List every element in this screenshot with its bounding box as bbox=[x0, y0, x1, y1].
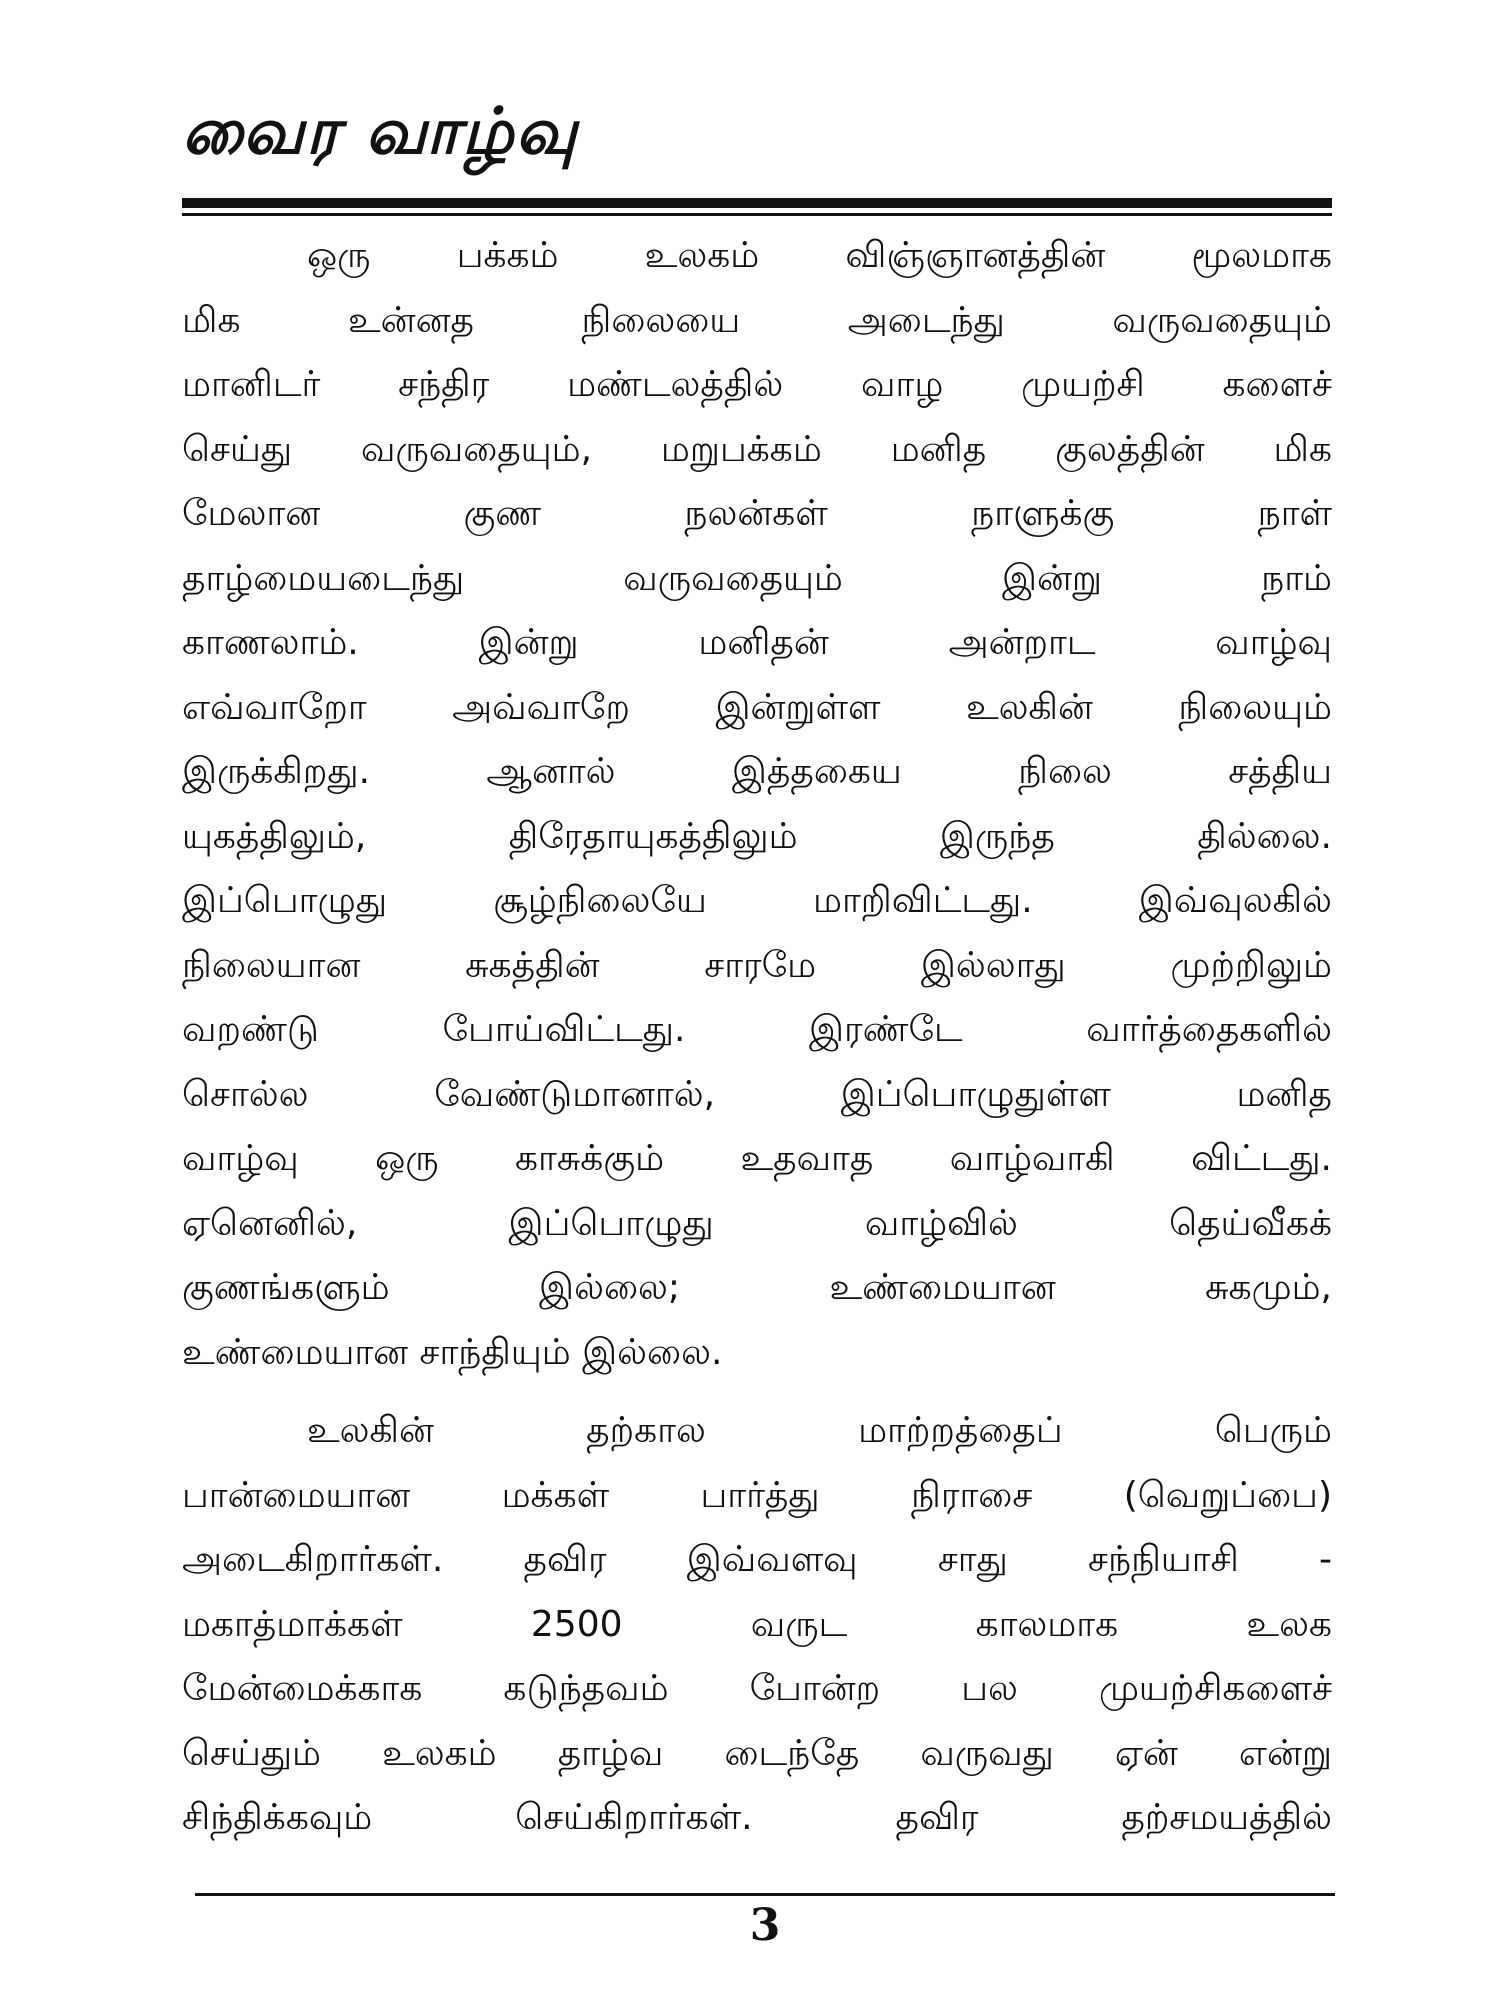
footer-rule bbox=[195, 1893, 1335, 1896]
title-rule-thin bbox=[182, 213, 1332, 216]
text-line: நிலையான சுகத்தின் சாரமே இல்லாது முற்றிலும் bbox=[182, 944, 1332, 986]
text-line: வறண்டு போய்விட்டது. இரண்டே வார்த்தைகளில் bbox=[182, 1009, 1332, 1050]
text-line: அடைகிறார்கள். தவிர இவ்வளவு சாது சந்நியாசி - bbox=[182, 1539, 1332, 1580]
text-line: ஒரு பக்கம் உலகம் விஞ்ஞானத்தின் மூலமாக bbox=[307, 235, 1332, 276]
paragraph-gap bbox=[182, 1385, 1332, 1399]
title-rule-thick bbox=[182, 198, 1332, 208]
text-line: வாழ்வு ஒரு காசுக்கும் உதவாத வாழ்வாகி விட்டது. bbox=[182, 1138, 1332, 1179]
text-line: மேன்மைக்காக கடுந்தவம் போன்ற பல முயற்சிகளைச் bbox=[182, 1668, 1332, 1709]
text-line: செய்து வருவதையும், மறுபக்கம் மனித குலத்தின் மிக bbox=[182, 428, 1332, 470]
text-line: பான்மையான மக்கள் பார்த்து நிராசை (வெறுப்பை) bbox=[182, 1474, 1332, 1516]
text-line: மகாத்மாக்கள் 2500 வருட காலமாக உலக bbox=[182, 1603, 1332, 1645]
text-line: தாழ்மையடைந்து வருவதையும் இன்று நாம் bbox=[182, 557, 1332, 599]
text-line: செய்தும் உலகம் தாழ்வ டைந்தே வருவது ஏன் என்று bbox=[182, 1732, 1332, 1774]
page-number: 3 bbox=[749, 1900, 781, 1951]
body-text bbox=[182, 224, 1332, 1851]
text-line: எவ்வாறோ அவ்வாறே இன்றுள்ள உலகின் நிலையும் bbox=[182, 686, 1332, 728]
text-line: இருக்கிறது. ஆனால் இத்தகைய நிலை சத்திய bbox=[182, 751, 1332, 792]
text-line: சொல்ல வேண்டுமானால், இப்பொழுதுள்ள மனித bbox=[182, 1073, 1332, 1115]
text-line: யுகத்திலும், திரேதாயுகத்திலும் இருந்த தில்லை. bbox=[182, 815, 1332, 857]
text-line: உலகின் தற்கால மாற்றத்தைப் பெரும் bbox=[307, 1410, 1332, 1451]
text-line: மேலான குண நலன்கள் நாளுக்கு நாள் bbox=[182, 493, 1332, 534]
text-line: மிக உன்னத நிலையை அடைந்து வருவதையும் bbox=[182, 299, 1332, 341]
page-title: வைர வாழ்வு bbox=[182, 95, 579, 169]
text-line: காணலாம். இன்று மனிதன் அன்றாட வாழ்வு bbox=[182, 622, 1332, 663]
text-line: மானிடர் சந்திர மண்டலத்தில் வாழ முயற்சி களைச் bbox=[182, 364, 1332, 405]
text-line: சிந்திக்கவும் செய்கிறார்கள். தவிர தற்சமயத்தில் bbox=[182, 1797, 1332, 1838]
text-line: குணங்களும் இல்லை; உண்மையான சுகமும், bbox=[182, 1267, 1332, 1308]
text-line: இப்பொழுது சூழ்நிலையே மாறிவிட்டது. இவ்வுலகில் bbox=[182, 880, 1332, 921]
text-line: ஏனெனில், இப்பொழுது வாழ்வில் தெய்வீகக் bbox=[182, 1202, 1332, 1244]
text-line: உண்மையான சாந்தியும் இல்லை. bbox=[182, 1331, 723, 1373]
